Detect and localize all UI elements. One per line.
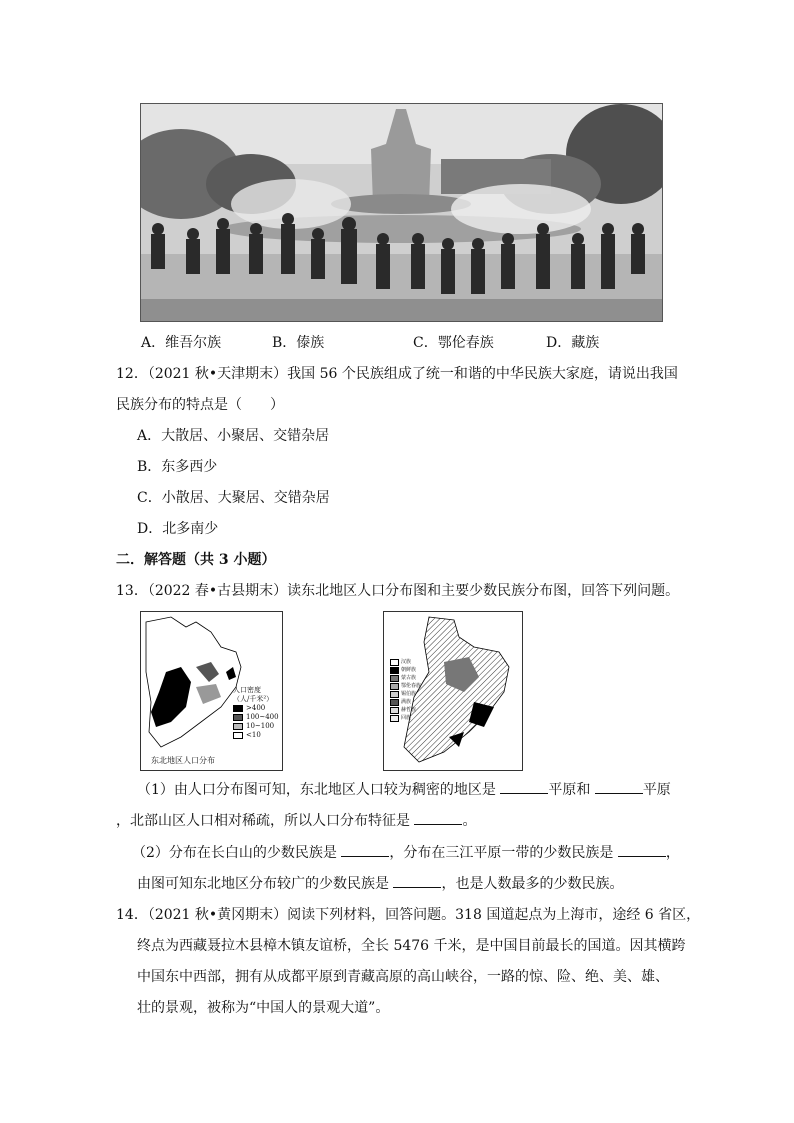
q13-stem: 13．（2022 春•古县期末）读东北地区人口分布图和主要少数民族分布图，回答下列问题。 [116,583,680,599]
legend-swatch [390,707,399,714]
q13-part2-text-c: ， [665,845,680,861]
q12-option-c: C．小散居、大聚居、交错杂居 [137,490,330,506]
legend-swatch [390,715,399,722]
q13-part1-text-d: ，北部山区人口相对稀疏，所以人口分布特征是 [116,813,410,829]
q13-part2-line1 [132,842,680,863]
q13-part1-text-a: （1）由人口分布图可知，东北地区人口较为稠密的地区是 [137,782,496,798]
legend-label: 锡伯族 [401,691,417,697]
legend-label: 朝鲜族 [401,667,417,673]
q11-option-c: C．鄂伦春族 [413,335,494,351]
q14-line4: 壮的景观，被称为“中国人的景观大道”。 [137,1000,390,1016]
q13-part2-text-d: 由图可知东北地区分布较广的少数民族是 [137,876,389,892]
legend-swatch [390,675,399,682]
q13-part1-line1 [137,779,671,800]
q11-option-d: D．藏族 [546,335,600,351]
legend-label: 汉族 [401,659,412,665]
q12-stem-line2: 民族分布的特点是（ ） [116,397,284,413]
q13-part2-line2 [137,873,623,894]
legend-title: 人口密度 [233,686,261,694]
water-splashing-festival-photo [140,103,663,322]
population-map-title: 东北地区人口分布 [151,756,215,765]
q13-part2-text-b: ，分布在三江平原一带的少数民族是 [389,845,614,861]
answer-blank-4[interactable] [341,842,389,857]
q12-option-d: D．北多南少 [137,521,219,537]
legend-label: 满族 [401,699,412,705]
legend-label: 100~400 [246,713,279,721]
legend-swatch [390,659,399,666]
q14-line2: 终点为西藏聂拉木县樟木镇友谊桥，全长 5476 千米，是中国目前最长的国道。因其横跨 [137,938,686,954]
population-map [140,611,283,771]
legend-label: 赫哲族 [401,707,417,713]
answer-blank-6[interactable] [393,873,441,888]
population-legend [233,686,279,740]
q12-stem-line1: 12．（2021 秋•天津期末）我国 56 个民族组成了统一和谐的中华民族大家庭，请说出我国 [116,366,678,382]
legend-unit: （人/千米²） [233,695,274,703]
q12-option-a: A．大散居、小聚居、交错杂居 [137,428,330,444]
q13-part2-text-e: ，也是人数最多的少数民族。 [441,876,624,892]
q13-part1-text-c: 平原 [642,782,671,798]
legend-swatch [390,691,399,698]
section-title: 二．解答题（共 3 小题） [116,552,276,568]
legend-label: >400 [246,704,266,712]
legend-label: 蒙古族 [401,675,417,681]
q14-line3: 中国东中西部，拥有从成都平原到青藏高原的高山峡谷，一路的惊、险、绝、美、雄、 [137,969,669,985]
q11-option-b: B．傣族 [272,335,325,351]
legend-swatch [233,723,243,730]
legend-label: <10 [246,731,261,739]
q13-part1-text-b: 平原和 [548,782,591,798]
legend-swatch [233,732,243,739]
legend-swatch [390,699,399,706]
q11-option-a: A．维吾尔族 [141,335,222,351]
legend-swatch [390,683,399,690]
legend-label: 10~100 [246,722,275,730]
q12-option-b: B．东多西少 [137,459,218,475]
legend-label: 回族 [401,715,412,721]
ethnic-legend [390,658,421,722]
answer-blank-1[interactable] [500,779,548,794]
legend-swatch [233,705,243,712]
legend-swatch [390,667,399,674]
q13-part1-line2 [116,810,476,831]
q13-part2-text-a: （2）分布在长白山的少数民族是 [132,845,337,861]
ethnic-map [383,611,523,771]
legend-label: 鄂伦春族 [401,683,422,689]
answer-blank-2[interactable] [595,779,643,794]
answer-blank-3[interactable] [414,810,462,825]
q13-part1-text-e: 。 [462,813,477,829]
answer-blank-5[interactable] [618,842,666,857]
legend-swatch [233,714,243,721]
q14-line1: 14．（2021 秋•黄冈期末）阅读下列材料，回答问题。318 国道起点为上海市，途经 6 省区， [116,907,701,923]
